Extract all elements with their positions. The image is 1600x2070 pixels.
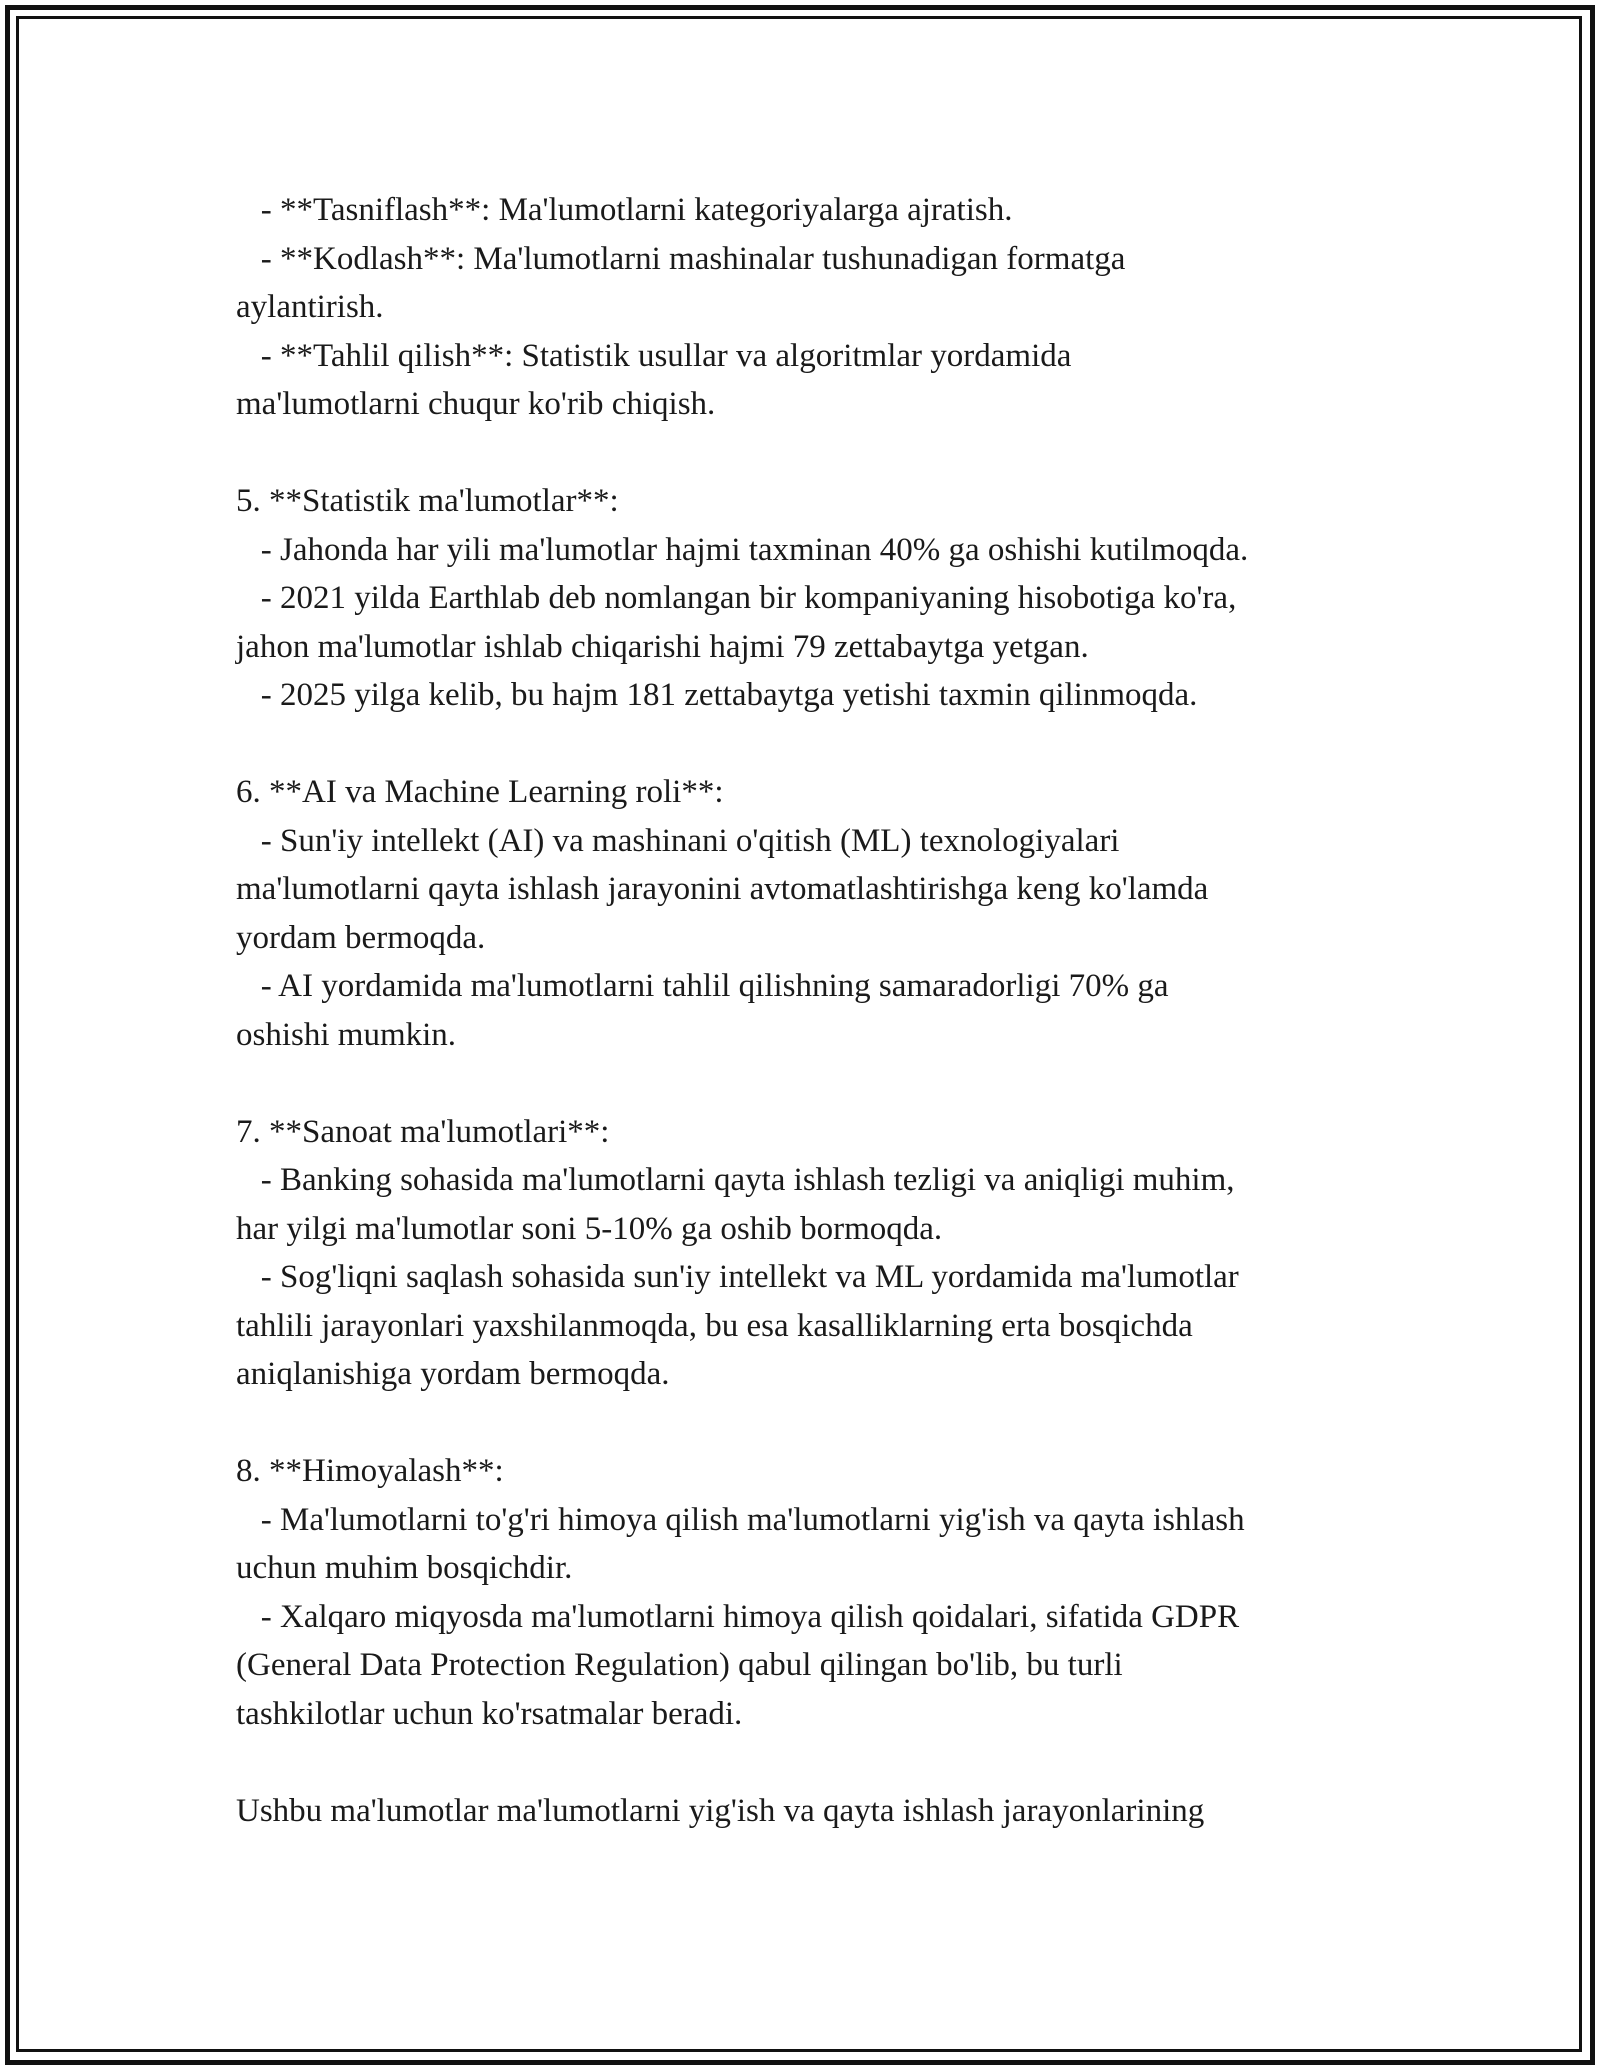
section-heading: 6. **AI va Machine Learning roli**:	[236, 774, 724, 810]
text-line: jahon ma'lumotlar ishlab chiqarishi hajmi 79 zettabaytga yetgan.	[236, 628, 1089, 665]
section-heading: 8. **Himoyalash**:	[236, 1453, 504, 1489]
text-line: oshishi mumkin.	[236, 1016, 457, 1053]
section-heading: 7. **Sanoat ma'lumotlari**:	[236, 1113, 610, 1150]
text-line: - 2025 yilga kelib, bu hajm 181 zettabaytga yetishi taxmin qilinmoqda.	[236, 677, 1198, 713]
text-line: - AI yordamida ma'lumotlarni tahlil qilishning samaradorligi 70% ga	[236, 968, 1169, 1004]
text-line: uchun muhim bosqichdir.	[236, 1550, 573, 1586]
text-line: yordam bermoqda.	[236, 919, 486, 956]
text-line: aylantirish.	[236, 289, 384, 325]
document-body	[236, 186, 1376, 1835]
text-line: (General Data Protection Regulation) qabul qilingan bo'lib, bu turli	[236, 1647, 1123, 1683]
text-line: tashkilotlar uchun ko'rsatmalar beradi.	[236, 1695, 743, 1732]
paragraph-gap	[236, 429, 1376, 478]
text-line: ma'lumotlarni qayta ishlash jarayonini avtomatlashtirishga keng ko'lamda	[236, 871, 1209, 907]
text-line: - Xalqaro miqyosda ma'lumotlarni himoya qilish qoidalari, sifatida GDPR	[236, 1598, 1240, 1635]
text-line: - Jahonda har yili ma'lumotlar hajmi taxminan 40% ga oshishi kutilmoqda.	[236, 531, 1249, 568]
text-line: - 2021 yilda Earthlab deb nomlangan bir kompaniyaning hisobotiga ko'ra,	[236, 580, 1237, 616]
paragraph-gap	[236, 1059, 1376, 1108]
paragraph-gap	[236, 1399, 1376, 1448]
section-heading: 5. **Statistik ma'lumotlar**:	[236, 483, 619, 519]
paragraph-gap	[236, 720, 1376, 769]
text-line: har yilgi ma'lumotlar soni 5-10% ga oshib bormoqda.	[236, 1210, 943, 1247]
text-line: - Sog'liqni saqlash sohasida sun'iy intellekt va ML yordamida ma'lumotlar	[236, 1259, 1239, 1295]
text-line: aniqlanishiga yordam bermoqda.	[236, 1356, 670, 1392]
text-line: tahlili jarayonlari yaxshilanmoqda, bu esa kasalliklarning erta bosqichda	[236, 1307, 1193, 1344]
text-line: - **Kodlash**: Ma'lumotlarni mashinalar tushunadigan formatga	[236, 240, 1126, 277]
paragraph-gap	[236, 1738, 1376, 1787]
text-line: - Sun'iy intellekt (AI) va mashinani o'qitish (ML) texnologiyalari	[236, 822, 1120, 859]
text-line: - **Tahlil qilish**: Statistik usullar va algoritmlar yordamida	[236, 337, 1072, 374]
text-line: - Banking sohasida ma'lumotlarni qayta ishlash tezligi va aniqligi muhim,	[236, 1162, 1235, 1198]
text-line: ma'lumotlarni chuqur ko'rib chiqish.	[236, 386, 716, 422]
text-line: Ushbu ma'lumotlar ma'lumotlarni yig'ish va qayta ishlash jarayonlarining	[236, 1792, 1205, 1829]
text-line: - Ma'lumotlarni to'g'ri himoya qilish ma'lumotlarni yig'ish va qayta ishlash	[236, 1501, 1245, 1538]
text-line: - **Tasniflash**: Ma'lumotlarni kategoriyalarga ajratish.	[236, 192, 1013, 228]
